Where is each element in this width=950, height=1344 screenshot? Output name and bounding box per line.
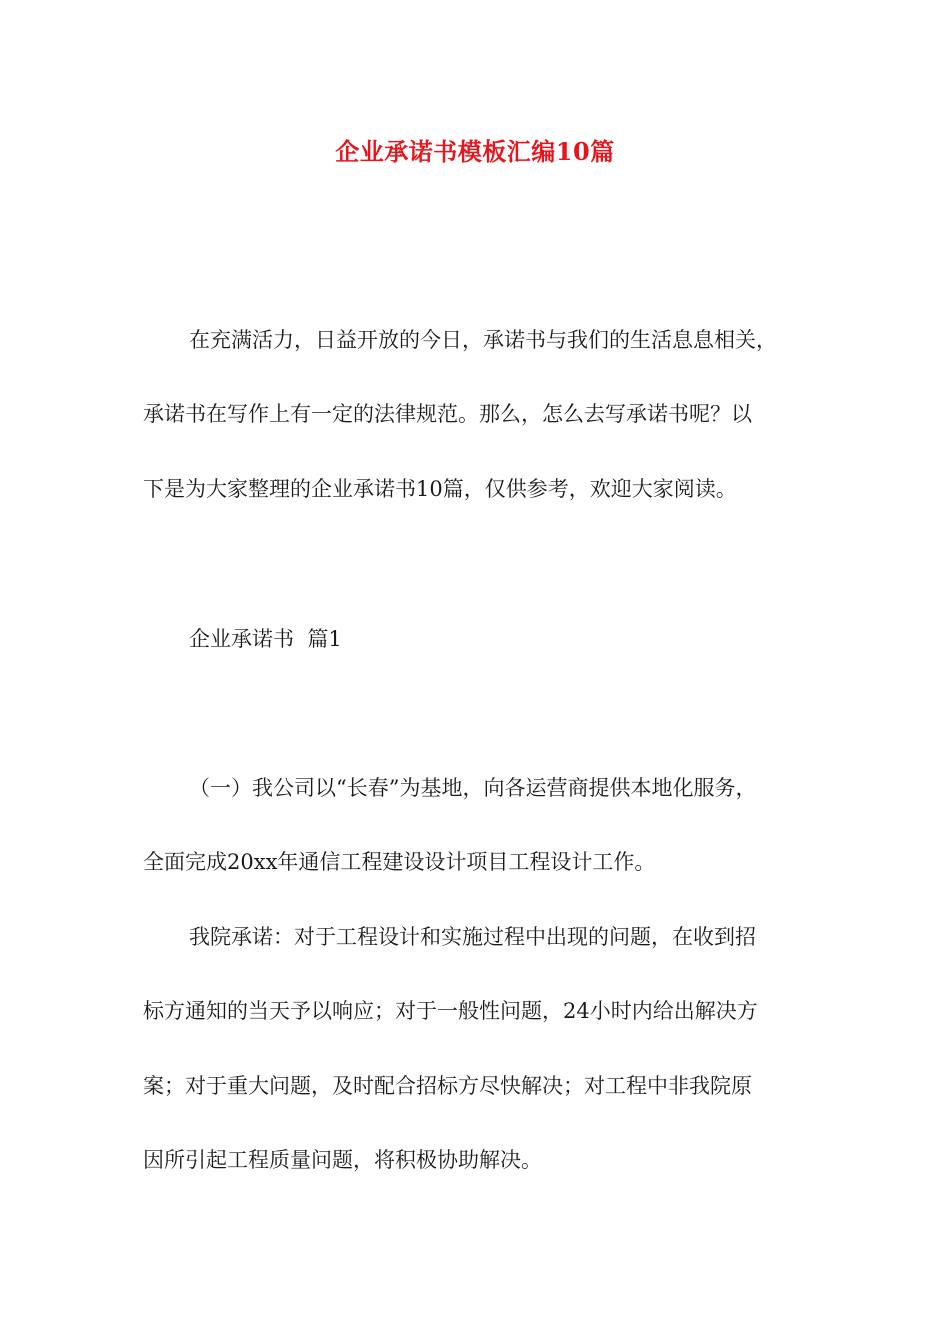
document-title: 企业承诺书模板汇编10篇 bbox=[335, 137, 615, 166]
paragraph2-line-3: 案；对于重大问题，及时配合招标方尽快解决；对工程中非我院原 bbox=[143, 1074, 752, 1098]
intro-line-3: 下是为大家整理的企业承诺书10篇，仅供参考，欢迎大家阅读。 bbox=[143, 477, 737, 501]
section-heading: 企业承诺书 篇1 bbox=[189, 627, 342, 651]
intro-line-1: 在充满活力，日益开放的今日，承诺书与我们的生活息息相关， bbox=[189, 328, 777, 352]
paragraph1-line-2: 全面完成20xx年通信工程建设设计项目工程设计工作。 bbox=[143, 850, 656, 874]
paragraph2-line-4: 因所引起工程质量问题，将积极协助解决。 bbox=[143, 1148, 542, 1172]
intro-line-2: 承诺书在写作上有一定的法律规范。那么，怎么去写承诺书呢？以 bbox=[143, 402, 752, 426]
paragraph2-line-1: 我院承诺：对于工程设计和实施过程中出现的问题，在收到招 bbox=[189, 925, 756, 949]
paragraph2-line-2: 标方通知的当天予以响应；对于一般性问题，24小时内给出解决方 bbox=[143, 999, 758, 1023]
paragraph1-line-1: （一）我公司以“长春”为基地，向各运营商提供本地化服务， bbox=[189, 776, 757, 800]
